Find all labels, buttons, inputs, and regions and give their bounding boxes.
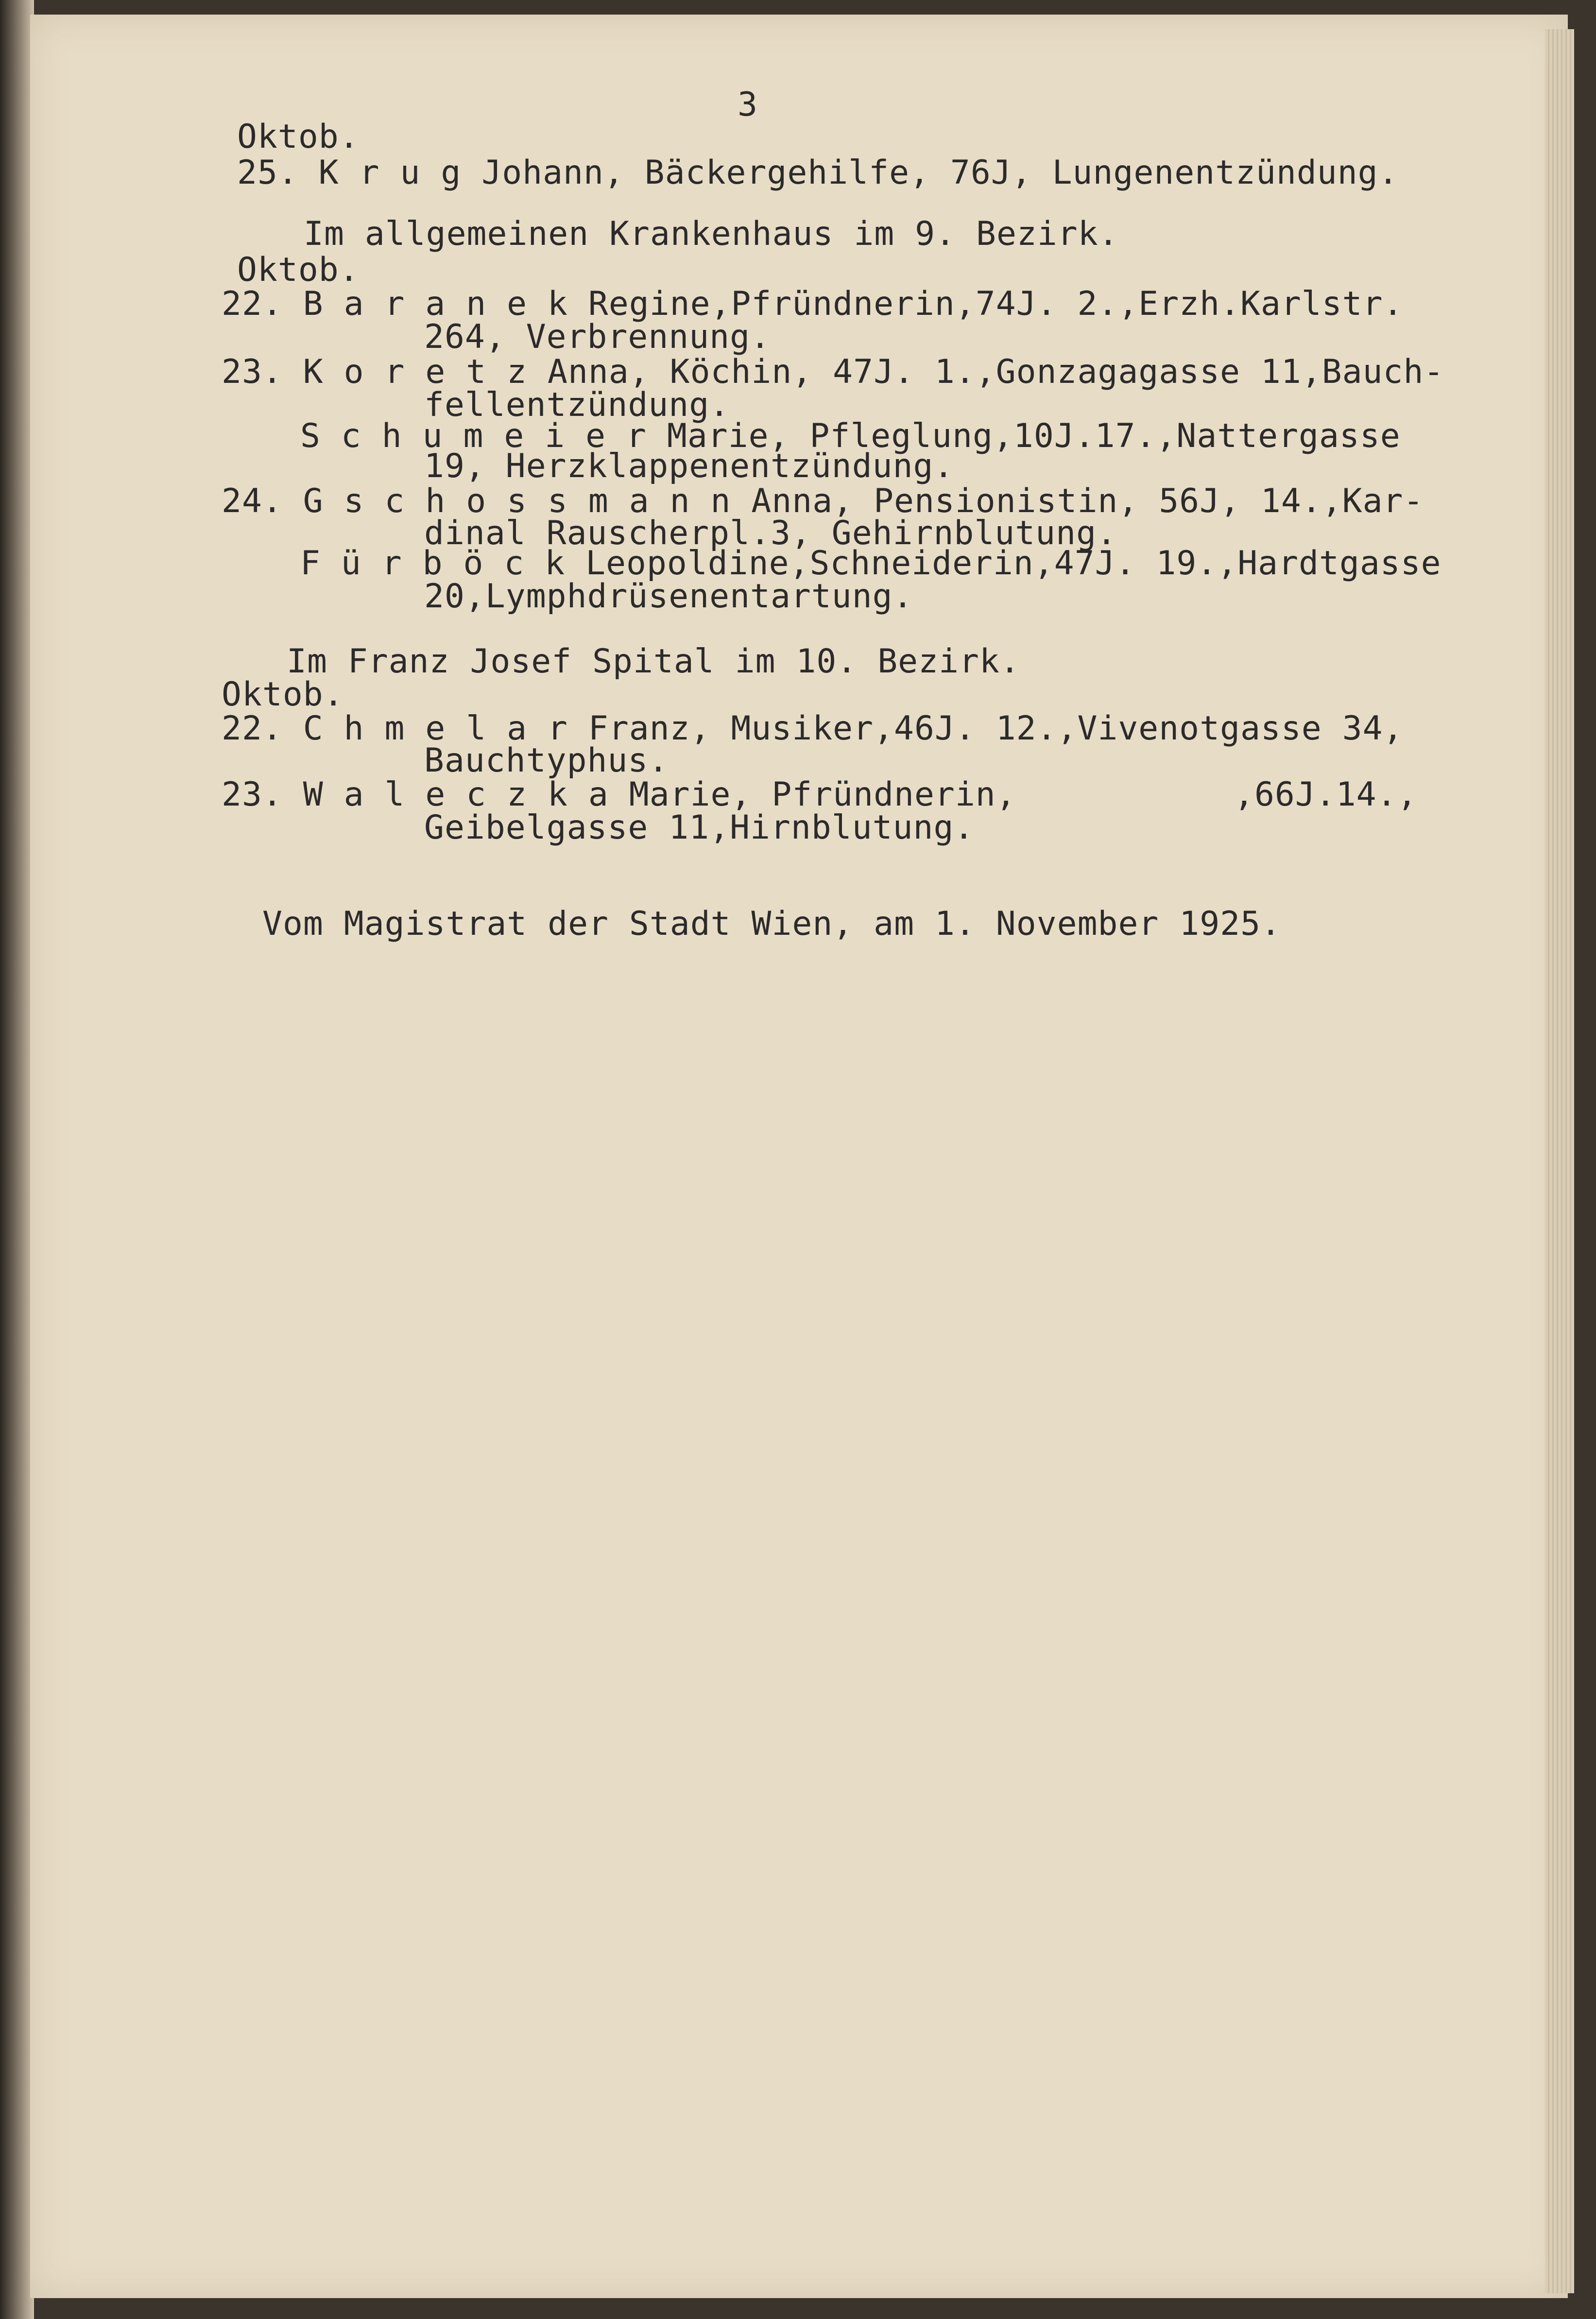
- page-number: 3: [738, 86, 758, 124]
- document-footer: Vom Magistrat der Stadt Wien, am 1. November 1925.: [262, 905, 1281, 943]
- entry-line: dinal Rauscherpl.3, Gehirnblutung.: [424, 514, 1117, 552]
- entry-line: 25. K r u g Johann, Bäckergehilfe, 76J, Lungenentzündung.: [237, 154, 1399, 192]
- entry-line: 264, Verbrennung.: [424, 318, 771, 356]
- entry-line: fellentzündung.: [424, 386, 730, 424]
- entry-line: S c h u m e i e r Marie, Pfleglung,10J.17.,Nattergasse: [300, 417, 1401, 455]
- section-heading: Im Franz Josef Spital im 10. Bezirk.: [287, 642, 1020, 681]
- month-label: Oktob.: [222, 675, 344, 714]
- entry-line: 23. K o r e t z Anna, Köchin, 47J. 1.,Gonzagagasse 11,Bauch-: [222, 353, 1444, 391]
- entry-line: 20,Lymphdrüsenentartung.: [424, 577, 913, 616]
- entry-line: Bauchtyphus.: [424, 741, 669, 780]
- entry-line: 22. C h m e l a r Franz, Musiker,46J. 12.,Vivenotgasse 34,: [222, 709, 1404, 748]
- entry-line: Geibelgasse 11,Hirnblutung.: [424, 808, 975, 847]
- entry-line: 19, Herzklappenentzündung.: [424, 447, 954, 485]
- entry-line: 23. W a l e c z k a Marie, Pfründnerin,: [222, 775, 1016, 814]
- entry-line: 22. B a r a n e k Regine,Pfründnerin,74J. 2.,Erzh.Karlstr.: [222, 285, 1404, 323]
- section-heading: Im allgemeinen Krankenhaus im 9. Bezirk.: [304, 215, 1119, 253]
- entry-line: ,66J.14.,: [1234, 775, 1418, 814]
- entry-line: F ü r b ö c k Leopoldine,Schneiderin,47J. 19.,Hardtgasse: [300, 544, 1442, 583]
- month-label: Oktob.: [237, 251, 360, 289]
- book-spine-edge: [0, 0, 34, 2319]
- month-label: Oktob.: [237, 118, 360, 156]
- entry-line: 24. G s c h o s s m a n n Anna, Pensionistin, 56J, 14.,Kar-: [222, 482, 1424, 520]
- page-stack-edge: [1545, 29, 1574, 2293]
